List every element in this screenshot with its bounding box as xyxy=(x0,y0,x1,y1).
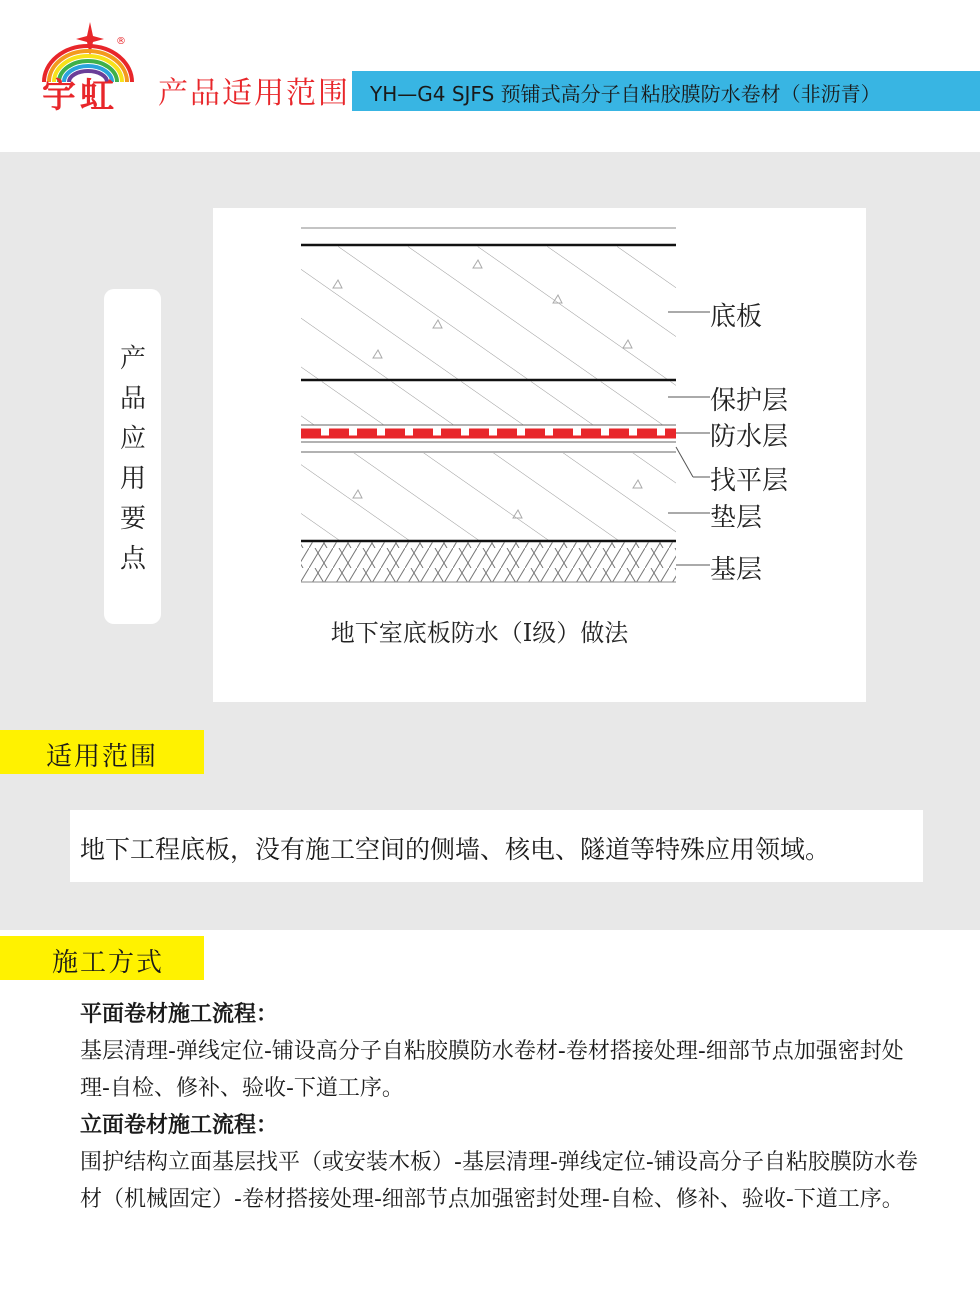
flat-procedure-heading: 平面卷材施工流程： xyxy=(80,1002,279,1027)
product-title-bar xyxy=(352,71,980,111)
scope-box xyxy=(70,810,923,882)
layer-label-substrate: 基层 xyxy=(710,555,763,585)
construction-method xyxy=(80,996,920,1218)
side-card xyxy=(104,289,161,624)
registered-mark: ® xyxy=(116,36,126,47)
vertical-procedure-text: 围护结构立面基层找平（或安装木板）-基层清理-弹线定位-铺设高分子自粘胶膜防水卷材（机械固定）-卷材搭接处理-细部节点加强密封处理-自检、修补、验收-下道工序。 xyxy=(80,1150,918,1212)
diagram-card xyxy=(213,208,866,702)
scope-tag-label: 适用范围 xyxy=(46,742,159,772)
layer-label-base-slab: 底板 xyxy=(710,302,763,332)
diagram-caption: 地下室底板防水（Ⅰ级）做法 xyxy=(330,619,629,647)
scope-section-tag xyxy=(0,730,204,774)
vertical-procedure-heading: 立面卷材施工流程： xyxy=(80,1113,279,1138)
header xyxy=(0,0,980,152)
layer-label-leveling: 找平层 xyxy=(710,466,789,496)
product-title: YH—G4 SJFS 预铺式高分子自粘胶膜防水卷材（非沥青） xyxy=(370,82,881,106)
flat-procedure-text: 基层清理-弹线定位-铺设高分子自粘胶膜防水卷材-卷材搭接处理-细部节点加强密封处理-自检、修补、验收-下道工序。 xyxy=(80,1039,904,1101)
logo-wordmark: 宇虹 xyxy=(42,76,118,116)
layer-label-cushion: 垫层 xyxy=(710,503,763,533)
method-tag-label: 施工方式 xyxy=(52,948,165,978)
scope-text: 地下工程底板，没有施工空间的侧墙、核电、隧道等特殊应用领域。 xyxy=(80,835,831,864)
brand-subtitle: 产品适用范围 xyxy=(158,76,350,111)
layer-label-waterproof: 防水层 xyxy=(710,422,789,452)
side-card-label: 产品应用要点 xyxy=(119,344,146,574)
layer-label-protective: 保护层 xyxy=(710,386,789,416)
method-section-tag xyxy=(0,936,204,980)
